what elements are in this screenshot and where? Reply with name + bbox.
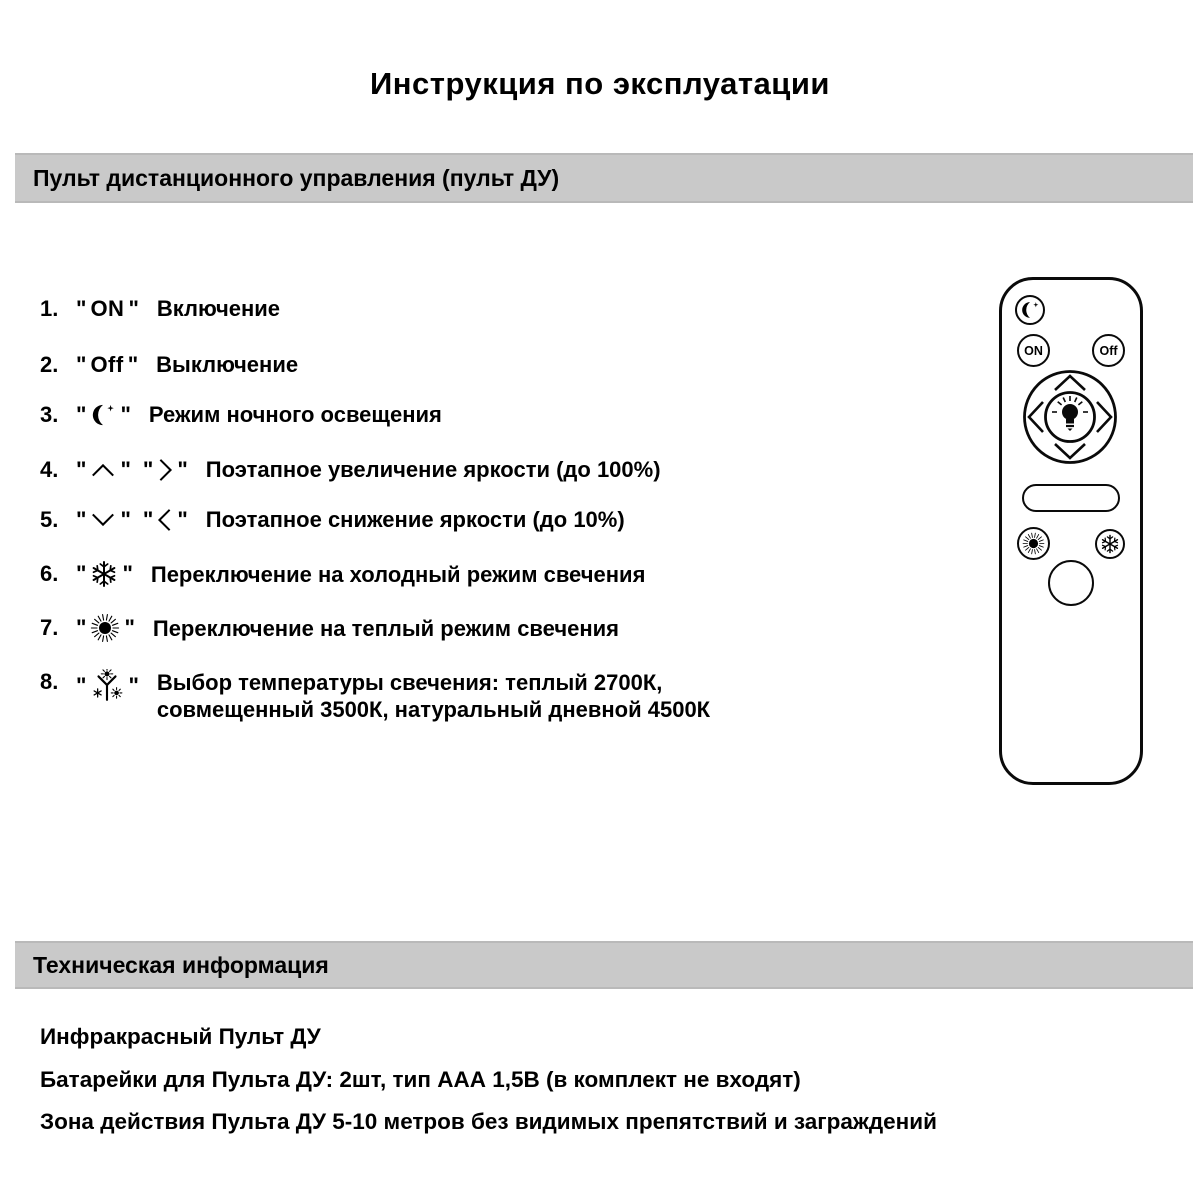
instruction-item-7	[40, 613, 619, 643]
item-label: Режим ночного освещения	[148, 402, 442, 427]
button-name-badge: " ON "	[76, 295, 139, 321]
remote-brightness-dpad	[1021, 368, 1119, 466]
tech-info-line-1: Инфракрасный Пульт ДУ	[40, 1024, 321, 1049]
tech-info-line-3: Зона действия Пульта ДУ 5-10 метров без видимых препятствий и заграждений	[40, 1109, 937, 1134]
button-name-badge: " Off "	[76, 351, 139, 377]
dpad-left-arrow-icon	[1029, 402, 1043, 432]
snowflake-icon-badge: " "	[76, 561, 133, 586]
button-name-text: ON	[90, 295, 125, 321]
item-label: Выключение	[156, 352, 299, 377]
warm-sun-icon	[90, 613, 120, 643]
instruction-item-1	[40, 295, 280, 322]
section-header-tech	[15, 941, 1193, 989]
instruction-item-3	[40, 401, 442, 428]
chevron-left-icon	[157, 507, 173, 533]
moon-icon-badge: " "	[76, 401, 131, 427]
remote-warm-mode-button	[1017, 527, 1050, 560]
item-number: 7.	[40, 615, 59, 640]
button-name-text: Off	[90, 351, 124, 377]
remote-pill-button	[1022, 484, 1120, 512]
remote-round-button	[1048, 560, 1094, 606]
instruction-item-5	[40, 506, 625, 533]
item-label: Включение	[156, 296, 281, 321]
tech-info-line-2: Батарейки для Пульта ДУ: 2шт, тип ААА 1,5В (в комплект не входят)	[40, 1067, 801, 1092]
chevron-right-icon-badge: " "	[142, 456, 188, 482]
section-header-tech-label: Техническая информация	[33, 951, 329, 978]
remote-cold-mode-button	[1095, 529, 1125, 559]
remote-illustration	[999, 277, 1143, 785]
temp-select-icon-badge: " "	[72, 669, 143, 703]
item-label: Переключение на теплый режим свечения	[152, 615, 620, 641]
dpad-down-arrow-icon	[1055, 444, 1085, 458]
item-label: Поэтапное снижение яркости (до 10%)	[205, 507, 625, 532]
item-number: 5.	[40, 506, 59, 532]
item-number: 1.	[40, 295, 59, 321]
remote-off-button	[1092, 334, 1125, 367]
chevron-right-icon	[157, 457, 173, 483]
instruction-item-8	[40, 669, 710, 723]
moon-icon	[90, 402, 116, 428]
dpad-right-arrow-icon	[1097, 402, 1111, 432]
chevron-down-icon-badge: " "	[76, 506, 131, 532]
chevron-down-icon	[90, 512, 116, 528]
remote-night-mode-button	[1015, 295, 1045, 325]
item-label: Выбор температуры свечения: теплый 2700К, совмещенный 3500К, натуральный дневной 4500К	[156, 670, 711, 722]
instruction-item-6	[40, 560, 645, 588]
instruction-item-4	[40, 456, 661, 483]
chevron-left-icon-badge: " "	[142, 506, 188, 532]
bulb-icon	[1052, 396, 1088, 431]
snowflake-icon	[90, 560, 118, 588]
remote-off-label: Off	[1099, 343, 1118, 358]
temp-select-icon	[90, 669, 124, 703]
remote-on-label: ON	[1024, 343, 1043, 358]
item-number: 6.	[40, 561, 59, 586]
moon-icon	[1020, 300, 1040, 320]
item-number: 3.	[40, 401, 59, 427]
remote-on-button	[1017, 334, 1050, 367]
page-title: Инструкция по эксплуатации	[370, 66, 830, 101]
snowflake-icon	[1100, 534, 1120, 554]
section-header-remote-label: Пульт дистанционного управления (пульт ДУ)	[33, 164, 560, 191]
warm-sun-icon	[1022, 532, 1045, 555]
chevron-up-icon-badge: " "	[76, 456, 131, 482]
item-number: 4.	[40, 456, 59, 482]
item-number: 2.	[40, 351, 59, 377]
instruction-item-2	[40, 351, 298, 378]
item-number: 8.	[40, 669, 59, 694]
warm-sun-icon-badge: " "	[72, 613, 139, 643]
item-label: Поэтапное увеличение яркости (до 100%)	[205, 457, 661, 482]
dpad-up-arrow-icon	[1055, 376, 1085, 390]
item-label: Переключение на холодный режим свечения	[150, 561, 646, 587]
chevron-up-icon	[90, 462, 116, 478]
